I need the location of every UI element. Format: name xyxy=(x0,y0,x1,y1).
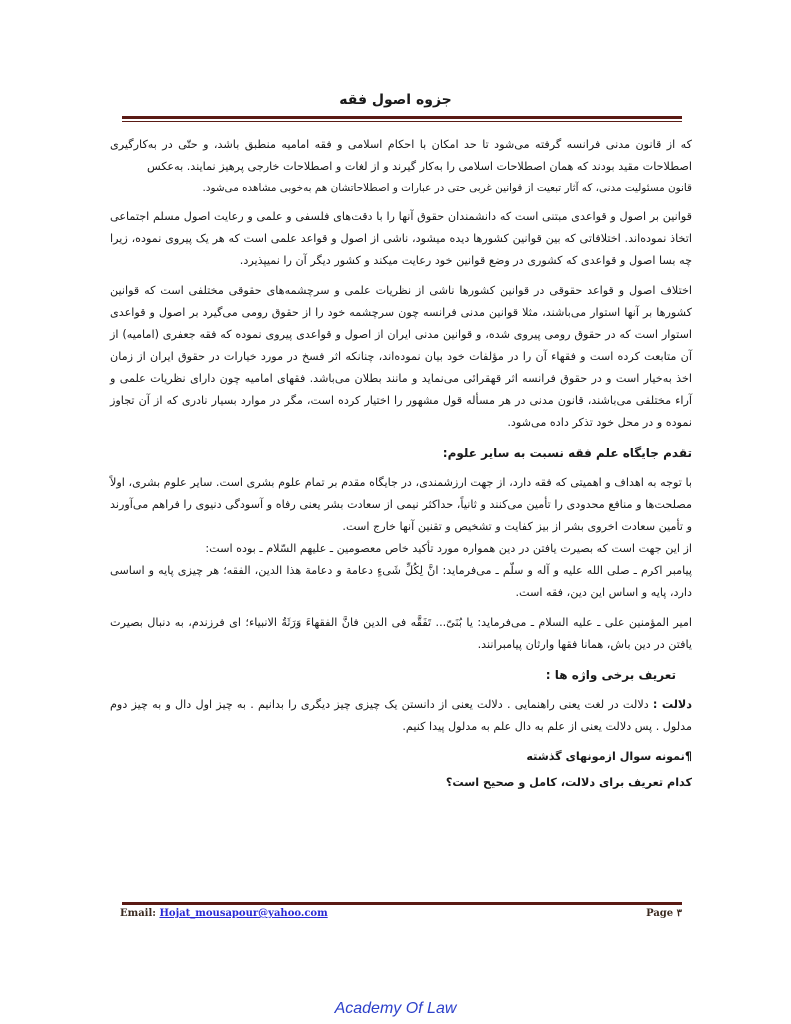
sample-questions-heading: ¶نمونه سوال ازمونهای گذشته xyxy=(526,750,692,763)
paragraph-1: که از قانون مدنی فرانسه گرفته می‌شود تا حد امکان با احکام اسلامی و فقه امامیه منطبق باشد، و حتّی در به‌کارگیری اصطلاحات مقید بودند که همان اصطلاحات اسلامی را به‌کار گیرند و از لغات و اصطلاحات خارجی پرهیز نمایند. به‌عکس xyxy=(110,138,692,173)
header-rule-thin xyxy=(122,121,682,122)
document-body xyxy=(110,134,692,798)
paragraph-definition xyxy=(110,694,692,738)
header-rule-thick xyxy=(122,116,682,119)
page-header-title: جزوه اصول فقه xyxy=(339,92,452,108)
section-heading-precedence: تقدم جایگاه علم فقه نسبت به سایر علوم: xyxy=(442,446,692,460)
page-footer xyxy=(120,908,682,924)
paragraph-2: قوانین بر اصول و قواعدی مبتنی است که دانشمندان حقوق آنها را با دقت‌های فلسفی و علمی و رعایت اصول مسلم اجتماعی اتخاذ نموده‌اند. اختلافاتی که بین قوانین کشورها دیده میشود، ناشی از اصول و قواعد علمی است که هر یک پیروی نموده، زیرا چه بسا اصول و قواعدی که کشوری در وضع قوانین خود رعایت میکند و کشور دیگر آن را نمیپذیرد. xyxy=(110,210,692,267)
paragraph-7: امیر المؤمنین علی ـ علیه السلام ـ می‌فرماید: یا بُنَیّ... تَفَقَّه فی الدین فانَّ الفقهاءَ وَرَثَةُ الانبیاء؛ ای فرزندم، به دنبال بصیرت یافتن در دین باش، همانا فقها وارثان پیامبرانند. xyxy=(110,616,692,651)
page-number: Page ۳ xyxy=(646,908,682,919)
email-link[interactable]: Hojat_mousapour@yahoo.com xyxy=(159,908,328,919)
question-heading: کدام تعریف برای دلالت، کامل و صحیح است؟ xyxy=(445,776,692,789)
paragraph-5: از این جهت است که بصیرت یافتن در دین همواره مورد تأکید خاص معصومین ـ علیهم السّلام ـ بوده است: xyxy=(205,542,692,555)
paragraph-4: با توجه به اهداف و اهمیتی که فقه دارد، از جهت ارزشمندی، در جایگاه مقدم بر تمام علوم بشری است. سایر علوم بشری، اولاً مصلحت‌ها و منافع محدودی را تأمین می‌کنند و ثانیاً، حداکثر نیمی از سعادت بشر یعنی رفاه و آسودگی دنیوی را فراهم می‌آورند و تأمین سعادت اخروی بشر از بیز کفایت و تشخیص و تقنین آنها خارج است. xyxy=(110,476,692,533)
footer-rule-thick xyxy=(122,902,682,905)
term-dalalat: دلالت : xyxy=(652,698,692,711)
section-heading-definitions: تعریف برخی واژه ها : xyxy=(545,668,676,682)
footer-email xyxy=(120,908,328,919)
footer-email-label: Email: xyxy=(120,908,156,919)
brand-caption: Academy Of Law xyxy=(334,1000,457,1017)
paragraph-1-continued: قانون مسئولیت مدنی، که آثار تبعیت از قوانین غربی حتی در عبارات و اصطلاحاتشان هم به‌خوبی مشاهده می‌شود. xyxy=(202,182,692,194)
paragraph-3: اختلاف اصول و قواعد حقوقی در قوانین کشورها ناشی از نظریات علمی و سرچشمه‌های حقوقی مختلفی است که قوانین کشورها بر آنها استوار می‌باشند، مثلا قوانین مدنی فرانسه چون سرچشمه خود را از حقوق رومی می‌گیرد بر اصول و قواعدی استوار است که در حقوق رومی پیروی شده، و قوانین مدنی ایران از اصول و قواعدی پیروی نموده که فقه جعفری (امامیه) از آن متابعت کرده است و فقهاء آن را در مؤلفات خود بیان نموده‌اند، چنانکه اثر فسخ در مورد خیارات در حقوق ایران از زمان اخذ به‌خیار است و در حقوق فرانسه اثر قهقرائی می‌نماید و مانند بطلان می‌باشد. فقهای امامیه چون دارای نظریات علمی و آراء مختلفی می‌باشند، قانون مدنی در هر مسأله قول مشهور را اختیار کرده است، مگر در موارد بسیار نادری که از آن تجاوز نموده و در محل خود تذکر داده می‌شود. xyxy=(110,284,692,429)
paragraph-6: پیامبر اکرم ـ صلی الله علیه و آله و سلّم ـ می‌فرماید: انَّ لِکُلِّ شَیءٍ دعامة و دعامة هذا الدین، الفقه؛ هر چیزی پایه و اساسی دارد، پایه و اساس این دین، فقه است. xyxy=(110,564,692,599)
definition-text: دلالت در لغت یعنی راهنمایی . دلالت یعنی از دانستن یک چیزی چیز دیگری را بدانیم . به چیز اول دال و به چیز دوم مدلول . پس دلالت یعنی از علم به دال علم به مدلول پیدا کنیم. xyxy=(110,698,692,733)
